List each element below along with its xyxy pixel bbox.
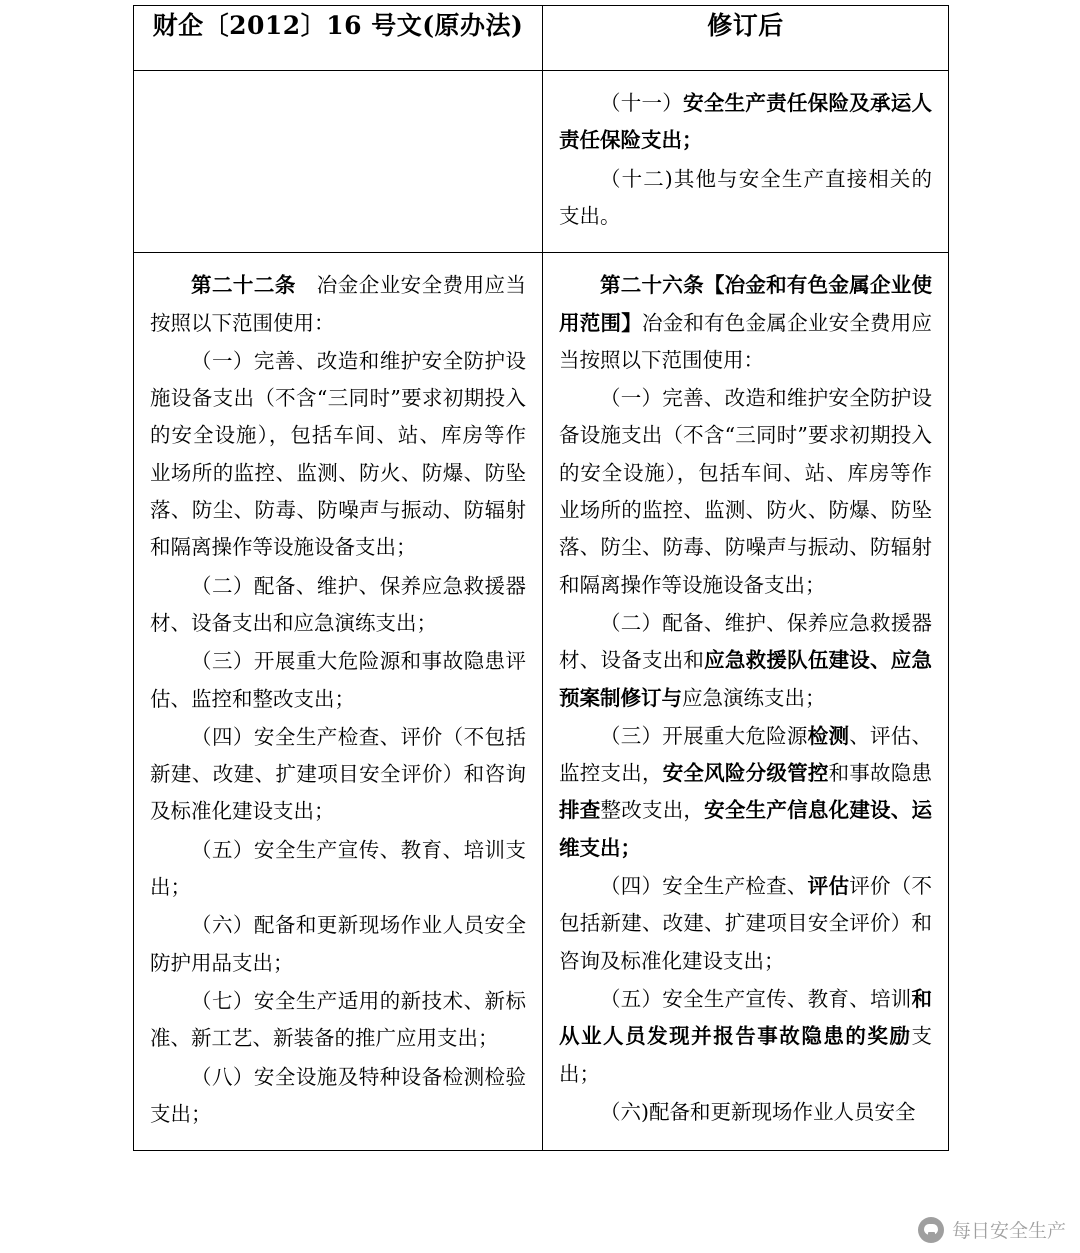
table-row bbox=[134, 253, 949, 1151]
table-cell-right bbox=[543, 71, 949, 253]
cell-content-right-2: 第二十六条【冶金和有色金属企业使用范围】冶金和有色金属企业安全费用应当按照以下范围使用： （一）完善、改造和维护安全防护设备设施支出（不含“三同时”要求初期投入的安全设施），包括车间、站、库房等作业场所的监控、监测、防火、防爆、防坠落、防尘、防毒、防噪声与振动、防辐射和隔离操作等设施设备支出； （二）配备、维护、保养应急救援器材、设备支出和应急救援队伍建设、应急预案制修订与应急演练支出； （三）开展重大危险源检测、评估、监控支出，安全风险分级管控和事故隐患排查整改支出，安全生产信息化建设、运维支出； （四）安全生产检查、评估评价（不包括新建、改建、扩建项目安全评价）和咨询及标准化建设支出； （五）安全生产宣传、教育、培训和从业人员发现并报告事故隐患的奖励支出； （六)配备和更新现场作业人员安全 bbox=[559, 273, 933, 1124]
table-header-right: 修订后 bbox=[543, 6, 949, 71]
watermark-label: 每日安全生产 bbox=[951, 1220, 1066, 1242]
cell-content-left-1 bbox=[134, 71, 542, 246]
table-row bbox=[134, 71, 949, 253]
table-cell-left bbox=[134, 253, 543, 1151]
table-cell-left bbox=[134, 71, 543, 253]
cell-content-right-1: （十一）安全生产责任保险及承运人责任保险支出； （十二)其他与安全生产直接相关的支出。 bbox=[559, 91, 933, 228]
table-header-left: 财企〔2012〕16 号文(原办法) bbox=[134, 6, 543, 71]
wechat-official-account-logo-icon bbox=[918, 1217, 944, 1243]
cell-content-left-2: 第二十二条 冶金企业安全费用应当按照以下范围使用： （一）完善、改造和维护安全防护设施设备支出（不含“三同时”要求初期投入的安全设施），包括车间、站、库房等作业场所的监控、监测、防火、防爆、防坠落、防尘、防毒、防噪声与振动、防辐射和隔离操作等设施设备支出； （二）配备、维护、保养应急救援器材、设备支出和应急演练支出； （三）开展重大危险源和事故隐患评估、监控和整改支出； （四）安全生产检查、评价（不包括新建、改建、扩建项目安全评价）和咨询及标准化建设支出； （五）安全生产宣传、教育、培训支出； （六）配备和更新现场作业人员安全防护用品支出； （七）安全生产适用的新技术、新标准、新工艺、新装备的推广应用支出； （八）安全设施及特种设备检测检验支出； bbox=[150, 273, 527, 1126]
table-cell-right bbox=[543, 253, 949, 1151]
table-header-row bbox=[134, 6, 949, 71]
comparison-table bbox=[133, 5, 949, 1151]
watermark bbox=[918, 1216, 1066, 1243]
